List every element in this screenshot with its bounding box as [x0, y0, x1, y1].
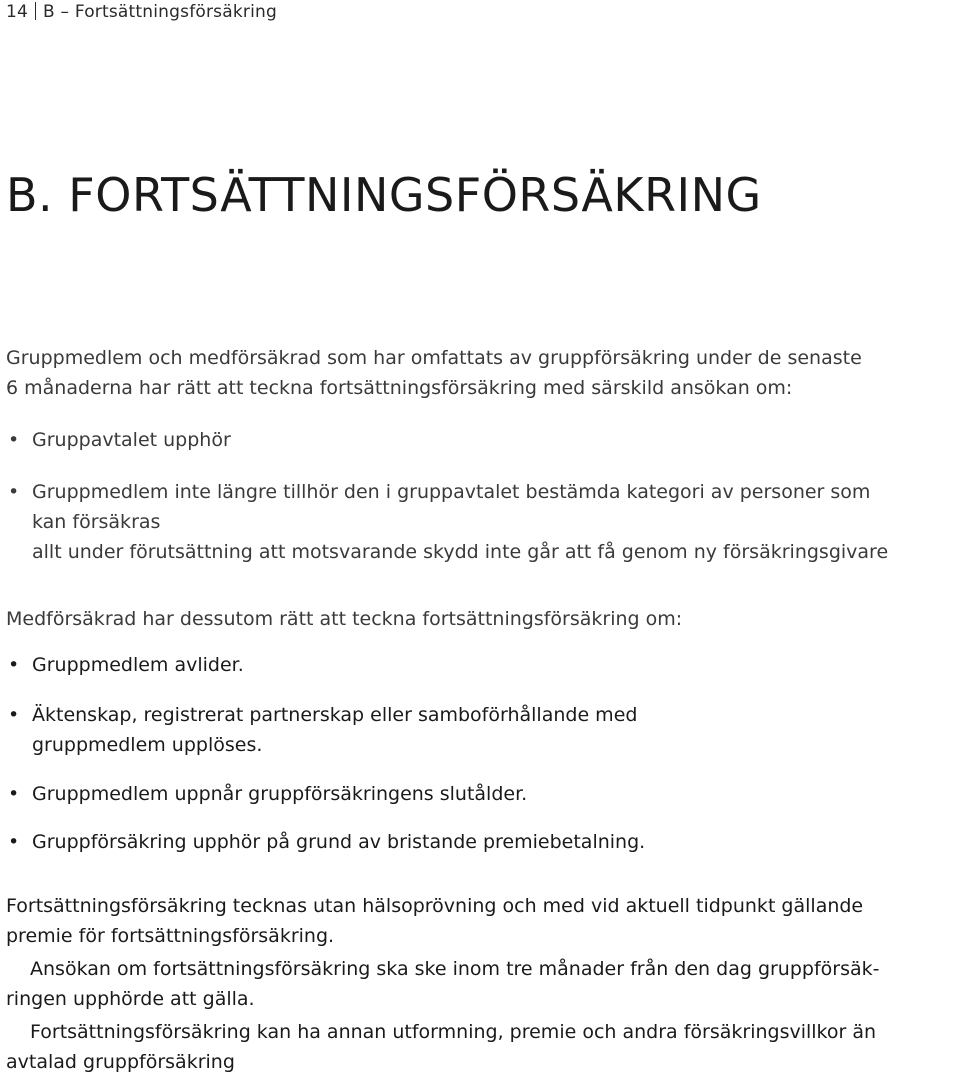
- closing-line: Ansökan om fortsättningsförsäkring ska ske inom tre månader från den dag gruppförsäk-: [30, 958, 880, 980]
- list-item-text: allt under förutsättning att motsvarande skydd inte går att få genom ny försäkringsgivare: [32, 541, 889, 563]
- closing-line: ringen upphörde att gälla.: [6, 988, 255, 1010]
- bullet-icon: •: [8, 704, 20, 726]
- page-header: [6, 2, 277, 22]
- closing-paragraph-3: [6, 1017, 956, 1077]
- intro-line-2: 6 månaderna har rätt att teckna fortsättningsförsäkring med särskild ansökan om:: [6, 377, 793, 399]
- list-item-text: Gruppmedlem inte längre tillhör den i gruppavtalet bestämda kategori av personer som: [32, 481, 871, 503]
- medforsakrad-intro: Medförsäkrad har dessutom rätt att teckna fortsättningsförsäkring om:: [6, 608, 683, 630]
- closing-line: Fortsättningsförsäkring kan ha annan utformning, premie och andra försäkringsvillkor än: [30, 1021, 877, 1043]
- list-item-text: Gruppmedlem avlider.: [32, 654, 244, 676]
- bullet-icon: •: [8, 481, 20, 503]
- bullet-icon: •: [8, 429, 20, 451]
- list-item: [8, 700, 637, 760]
- list-item: [8, 827, 645, 857]
- list-item: [8, 425, 231, 455]
- list-item: [8, 477, 888, 567]
- bullet-icon: •: [8, 831, 20, 853]
- list-item-text: gruppmedlem upplöses.: [32, 734, 263, 756]
- list-item: [8, 779, 527, 809]
- list-item-text: Gruppmedlem uppnår gruppförsäkringens slutålder.: [32, 783, 528, 805]
- header-divider: [35, 2, 36, 20]
- list-item: [8, 650, 244, 680]
- closing-line: Fortsättningsförsäkring tecknas utan hälsoprövning och med vid aktuell tidpunkt gällande: [6, 895, 864, 917]
- bullet-icon: •: [8, 783, 20, 805]
- page-number: 14: [6, 2, 29, 22]
- section-letter: B: [43, 2, 55, 22]
- intro-line-1: Gruppmedlem och medförsäkrad som har omfattats av gruppförsäkring under de senaste: [6, 347, 862, 369]
- intro-paragraph: [6, 343, 956, 403]
- closing-line: avtalad gruppförsäkring: [6, 1051, 235, 1073]
- list-item-text: Äktenskap, registrerat partnerskap eller samboförhållande med: [32, 704, 638, 726]
- section-title: – Fortsättningsförsäkring: [60, 2, 277, 22]
- page-title: B. FORTSÄTTNINGSFÖRSÄKRING: [6, 168, 762, 222]
- list-item-text: Gruppförsäkring upphör på grund av bristande premiebetalning.: [32, 831, 646, 853]
- bullet-icon: •: [8, 654, 20, 676]
- list-item-text: Gruppavtalet upphör: [32, 429, 231, 451]
- closing-line: premie för fortsättningsförsäkring.: [6, 925, 335, 947]
- list-item-text: kan försäkras: [32, 511, 161, 533]
- closing-paragraph-2: [6, 954, 956, 1014]
- closing-paragraph-1: [6, 891, 956, 951]
